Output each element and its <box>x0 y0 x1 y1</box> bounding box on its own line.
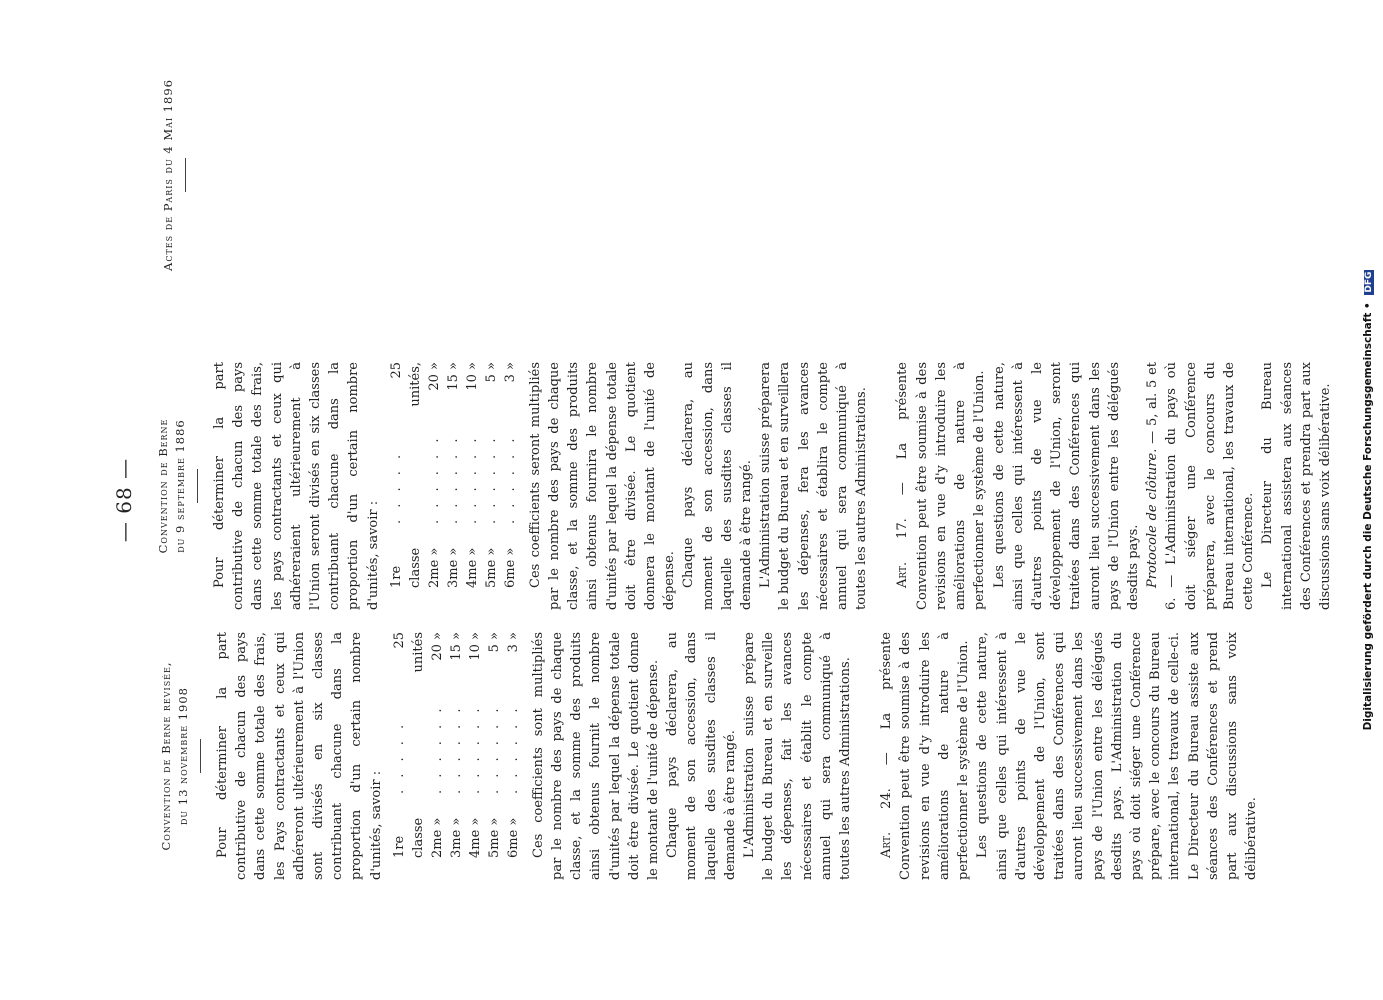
dfg-logo: DFG <box>1364 271 1374 293</box>
class-units: 25 unités, <box>388 362 423 407</box>
leader-dots: . . . . . . <box>486 704 502 794</box>
class-label: 4me » <box>467 817 483 858</box>
column-heading-1886 <box>155 362 198 610</box>
heading-line: du 13 novembre 1908 <box>176 687 190 825</box>
class-row <box>444 362 463 610</box>
class-row <box>425 362 444 610</box>
protocol-label: Protocole de clôture. <box>1145 448 1161 588</box>
leader-dots: . . . . . . <box>483 434 499 524</box>
class-row <box>485 632 504 880</box>
paragraph: L'Administration suisse préparera le budget du Bureau et en surveillera les dépenses, fera les avances nécessaires et établira le compte annuel qui sera communiqué à toutes les autres Administrations. <box>758 362 870 610</box>
leader-dots: . . . . . . <box>429 704 445 794</box>
class-units: 25 unités <box>391 632 426 673</box>
class-units: 10 » <box>467 632 483 661</box>
class-label: 5me » <box>486 817 502 858</box>
class-units: 5 » <box>486 632 502 653</box>
column-heading-1896 <box>160 0 198 350</box>
heading-rule <box>197 469 198 503</box>
article-text: — La présente Convention peut être soumise à des revisions en vue d'y introduire les améliorations de nature à perfectionner le système de l'Union. <box>879 632 972 880</box>
article-paragraph <box>877 632 973 880</box>
class-units: 20 » <box>426 362 442 391</box>
class-label: 1re classe <box>388 547 423 588</box>
leader-dots: . . . . . . <box>448 704 464 794</box>
class-units: 5 » <box>483 362 499 383</box>
article-text: — La présente Convention peut être soumise à des revisions en vue d'y introduire les améliorations de nature à perfectionner le système de l'Union. <box>895 362 988 610</box>
digitization-credit <box>1362 0 1374 1000</box>
class-row <box>501 362 520 610</box>
class-label: 2me » <box>429 817 445 858</box>
leader-dots: . . . . . . <box>464 434 480 524</box>
paragraph: L'Administration suisse prépare le budget du Bureau et en surveille les dépenses, fait les avances nécessaires et établit le compte annuel qui sera communiqué à toutes les autres Administrations. <box>742 632 854 880</box>
leader-dots: . . . . . <box>391 720 407 794</box>
paragraph: Ces coefficients seront multipliés par le nombre des pays de chaque classe, et la somme des produits ainsi obtenus fournira le nombre d'unités par lequel la dépense totale doit être divisée. Le quotient donnera le montant de l'unité de dépense. <box>527 362 678 610</box>
class-table <box>387 362 520 610</box>
article-label: Art. 24. <box>879 788 895 858</box>
class-label: 6me » <box>502 547 518 588</box>
class-label: 2me » <box>426 547 442 588</box>
class-label: 5me » <box>483 547 499 588</box>
paragraph: Chaque pays déclarera, au moment de son accession, dans laquelle des susdites classes il demande à être rangé. <box>681 362 755 610</box>
protocol-text: — 5, al. 5 et 6. — L'Administration du pays où doit siéger une Conférence préparera, avec le concours du Bureau international, les travaux de cette Conférence. <box>1145 362 1257 610</box>
leader-dots: . . . . . . <box>445 434 461 524</box>
heading-rule <box>200 739 201 773</box>
leader-dots: . . . . . . <box>502 434 518 524</box>
class-label: 3me » <box>448 817 464 858</box>
class-label: 6me » <box>505 817 521 858</box>
paragraph: Pour déterminer la part contributive de chacun des pays dans cette somme totale des frais, les Pays contractants et ceux qui adhéreront ultérieurement à l'Union sont divisés en six classes contribuant chacune dans la proportion d'un certain nombre d'unités, savoir : <box>215 632 384 880</box>
column-1886 <box>155 362 1335 610</box>
class-label: 3me » <box>445 547 461 588</box>
class-row <box>482 362 501 610</box>
leader-dots: . . . . . . <box>467 704 483 794</box>
protocol-paragraph <box>1143 362 1258 610</box>
leader-dots: . . . . . . <box>426 434 442 524</box>
article-paragraph <box>893 362 989 610</box>
leader-dots: . . . . . <box>388 450 404 524</box>
page-number: — 68 — <box>112 457 136 543</box>
class-table <box>390 632 523 880</box>
paragraph: Ces coefficients sont multipliés par le nombre des pays de chaque classe, et la somme des produits ainsi obtenus fournit le nombre d'unités par lequel la dépense totale doit être divisée. Le quotient donne le montant de l'unité de dépense. <box>530 632 662 880</box>
leader-dots: . . . . . . <box>505 704 521 794</box>
heading-rule <box>185 158 186 192</box>
spacer <box>871 362 893 610</box>
class-row <box>504 632 523 880</box>
class-row <box>466 632 485 880</box>
class-label: 4me » <box>464 547 480 588</box>
paragraph: Le Directeur du Bureau international assistera aux séances des Conférences et prendra part aux discussions sans voix délibérative. <box>1260 362 1333 610</box>
paragraph: Les questions de cette nature, ainsi que celles qui intéressent à d'autres points de vue le développement de l'Union, seront traitées dans des Conférences qui auront lieu successivement dans les pays de l'Union entre les délégués desdits pays. <box>991 362 1141 610</box>
class-row <box>463 362 482 610</box>
class-units: 15 » <box>448 632 464 661</box>
spacer <box>855 632 877 880</box>
class-units: 3 » <box>505 632 521 653</box>
column-heading-1908 <box>158 632 201 880</box>
class-label: 1re classe <box>391 817 426 858</box>
class-units: 15 » <box>445 362 461 391</box>
class-row <box>428 632 447 880</box>
paragraph: Pour déterminer la part contributive de chacun des pays dans cette somme totale des frais, les pays contractants et ceux qui adhéreraient ultérieurement à l'Union seront divisés en six classes contribuant chacune dans la proportion d'un certain nombre d'unités, savoir : <box>212 362 381 610</box>
article-label: Art. 17. <box>895 518 911 588</box>
column-1908 <box>158 632 1261 880</box>
heading-line: du 9 septembre 1886 <box>173 419 187 553</box>
heading-line: Actes de Paris du 4 Mai 1896 <box>161 79 175 271</box>
class-units: 3 » <box>502 362 518 383</box>
heading-line: Convention de Berne <box>156 418 170 554</box>
class-row <box>387 362 425 610</box>
paragraph: Les questions de cette nature, ainsi que celles qui intéressent à d'autres points de vue le développement de l'Union, sont traitées dans des Conférences qui auront lieu successivement dans les pays de l'Union entre les délégués desdits pays. L'Administration du pays où doit siéger une Conférence prépare, avec le concours du Bureau international, les travaux de celle-ci. Le Directeur du Bureau assiste aux séances des Conférences et prend part aux discussions sans voix délibérative. <box>975 632 1260 880</box>
class-row <box>447 632 466 880</box>
heading-line: Convention de Berne revisée, <box>159 661 173 851</box>
credit-text: Digitalisierung gefördert durch die Deutsche Forschungsgemeinschaft • <box>1362 302 1374 731</box>
class-row <box>390 632 428 880</box>
class-units: 20 » <box>429 632 445 661</box>
paragraph: Chaque pays déclarera, au moment de son accession, dans laquelle des susdites classes il demande à être rangé. <box>665 632 738 880</box>
class-units: 10 » <box>464 362 480 391</box>
